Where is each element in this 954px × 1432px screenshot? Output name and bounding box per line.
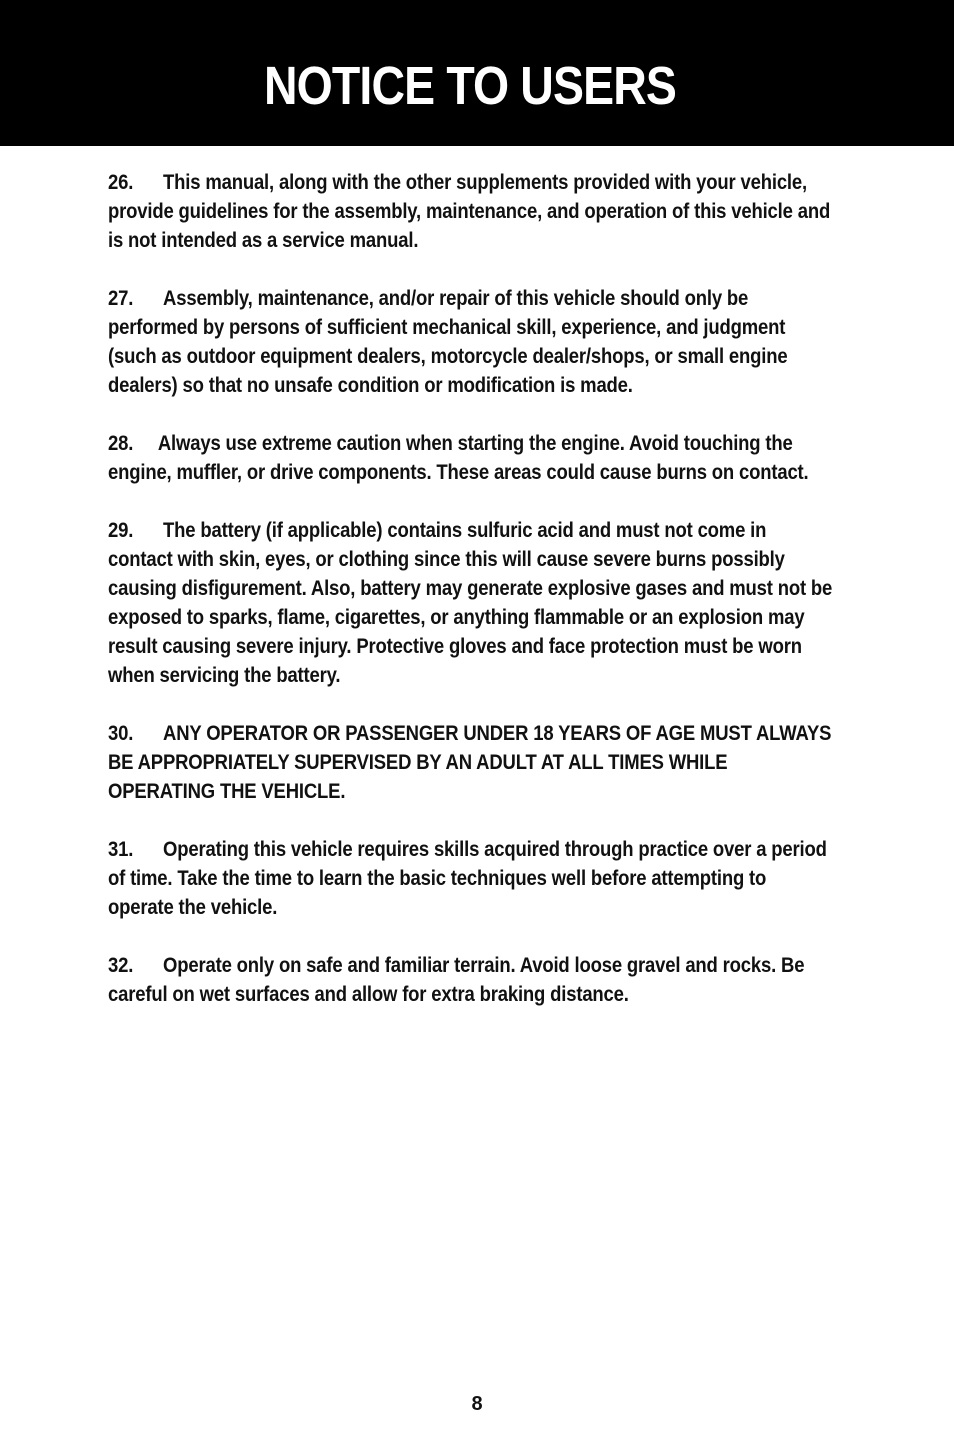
notice-text: Always use extreme caution when starting the engine. Avoid touching the engine, muffler, or drive components. These areas could cause burns on contact. xyxy=(108,431,809,484)
notice-number: 27. xyxy=(108,286,134,310)
notice-item-29 xyxy=(108,516,834,690)
notice-number: 26. xyxy=(108,170,134,194)
notice-number: 29. xyxy=(108,518,134,542)
notice-text: The battery (if applicable) contains sulfuric acid and must not come in contact with skin, eyes, or clothing since this will cause severe burns possibly causing disfigurement. Also, battery may generate explosive gases and must not be exposed to sparks, flame, cigarettes, or anything flammable or an explosion may result causing severe injury. Protective gloves and face protection must be worn when servicing the battery. xyxy=(108,518,833,687)
notice-number: 32. xyxy=(108,953,134,977)
notice-item-31 xyxy=(108,835,834,922)
notice-item-26 xyxy=(108,168,834,255)
notice-item-32 xyxy=(108,951,834,1009)
notice-number: 28. xyxy=(108,431,134,455)
notice-text: Operating this vehicle requires skills acquired through practice over a period of time. Take the time to learn the basic techniques well before attempting to operate the vehicle. xyxy=(108,837,827,919)
page-number: 8 xyxy=(471,1393,483,1415)
notice-item-30 xyxy=(108,719,834,806)
notice-item-27 xyxy=(108,284,834,400)
notice-number: 30. xyxy=(108,721,134,745)
notice-text: This manual, along with the other supplements provided with your vehicle, provide guidelines for the assembly, maintenance, and operation of this vehicle and is not intended as a service manual. xyxy=(108,170,831,252)
page-title: NOTICE TO USERS xyxy=(263,56,676,116)
notice-item-28 xyxy=(108,429,834,487)
notice-text: Assembly, maintenance, and/or repair of this vehicle should only be performed by persons of sufficient mechanical skill, experience, and judgment (such as outdoor equipment dealers, motorcycle dealer/shops, or small engine dealers) so that no unsafe condition or modification is made. xyxy=(108,286,788,397)
notice-text: ANY OPERATOR OR PASSENGER UNDER 18 YEARS OF AGE MUST ALWAYS BE APPROPRIATELY SUPERVISED BY AN ADULT AT ALL TIMES WHILE OPERATING THE VEHICLE. xyxy=(108,721,832,803)
notice-number: 31. xyxy=(108,837,134,861)
notice-list xyxy=(108,168,834,1038)
notice-text: Operate only on safe and familiar terrain. Avoid loose gravel and rocks. Be careful on wet surfaces and allow for extra braking distance. xyxy=(108,953,805,1006)
header-bar xyxy=(0,0,954,146)
